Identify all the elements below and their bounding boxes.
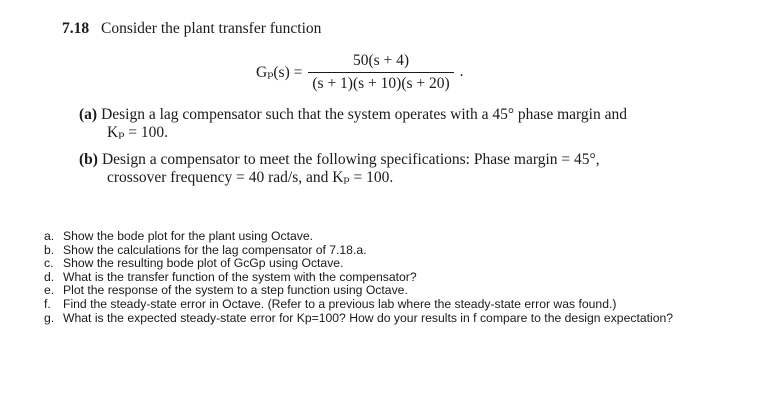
part-a-line1: Design a lag compensator such that the system operates with a 45° phase margin and (101, 106, 627, 123)
list-item-letter: e. (44, 283, 55, 298)
list-item-letter: b. (44, 242, 55, 257)
list-item (44, 271, 684, 285)
equation-denominator: (s + 1)(s + 10)(s + 20) (308, 72, 453, 93)
task-list (44, 230, 684, 325)
list-item-letter: c. (44, 256, 54, 271)
equation-fraction (308, 52, 453, 93)
list-item-letter: f. (44, 296, 51, 311)
part-a-line2: Kₚ = 100. (107, 124, 169, 141)
list-item-letter: d. (44, 269, 55, 284)
list-item (44, 257, 684, 271)
list-item (44, 230, 684, 244)
list-item-text: Plot the response of the system to a step function using Octave. (63, 283, 408, 298)
part-b-tag: (b) (79, 151, 98, 168)
part-b (79, 151, 729, 187)
list-item (44, 312, 684, 326)
list-item-text: Find the steady-state error in Octave. (Refer to a previous lab where the steady-state error was found.) (63, 296, 617, 311)
list-item-letter: a. (44, 229, 55, 243)
list-item-text: What is the expected steady-state error for Kp=100? How do your results in f compare to the design expectation? (63, 310, 674, 325)
list-item-text: Show the calculations for the lag compensator of 7.18.a. (63, 242, 367, 257)
list-item (44, 284, 684, 298)
list-item-text: What is the transfer function of the system with the compensator? (63, 269, 417, 284)
list-item-letter: g. (44, 310, 55, 325)
part-b-line1: Design a compensator to meet the following specifications: Phase margin = 45°, (101, 151, 600, 168)
transfer-function-equation (256, 46, 464, 98)
part-a (79, 106, 729, 142)
problem-number: 7.18 (62, 20, 90, 37)
equation-lhs: Gₚ(s) = (256, 63, 303, 81)
list-item (44, 298, 684, 312)
list-item-text: Show the resulting bode plot of GcGp using Octave. (63, 256, 344, 271)
problem-heading-text: Consider the plant transfer function (101, 20, 322, 37)
part-b-line2: crossover frequency = 40 rad/s, and Kₚ = 100. (107, 169, 394, 186)
part-a-tag: (a) (79, 106, 98, 123)
equation-numerator: 50(s + 4) (352, 51, 410, 69)
equation-terminator: . (459, 63, 464, 80)
list-item (44, 244, 684, 258)
problem-heading (62, 20, 321, 38)
list-item-text: Show the bode plot for the plant using Octave. (63, 229, 314, 243)
